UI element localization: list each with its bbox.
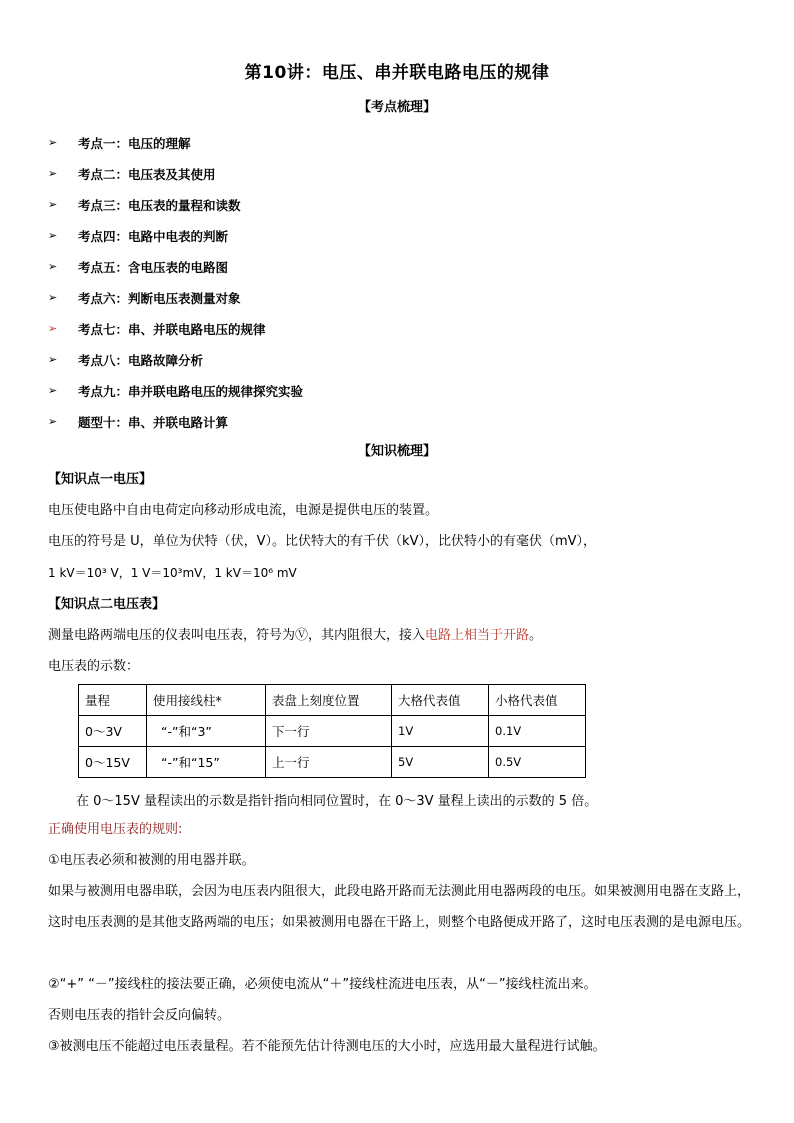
outline-item (48, 375, 748, 406)
table-row (79, 747, 586, 778)
rule-2-detail: 否则电压表的指针会反向偏转。 (48, 1008, 231, 1023)
outline-item (48, 406, 748, 437)
knowledge-heading: 【知识梳理】 (357, 444, 436, 459)
table-cell: “-”和“15” (147, 747, 266, 778)
outline-item (48, 127, 748, 158)
k2-paragraph-1 (48, 627, 542, 645)
k2-p1-end: 。 (529, 628, 543, 643)
arrow-bullet-icon: ➢ (48, 260, 58, 273)
table-header-row (79, 685, 586, 716)
table-header-cell: 表盘上刻度位置 (266, 685, 392, 716)
outline-item (48, 251, 748, 282)
outline-item-label: 考点五：含电压表的电路图 (78, 259, 229, 275)
page-title: 第10讲：电压、串并联电路电压的规律 (244, 63, 550, 83)
rule-2: ②“+” “－”接线柱的接法要正确，必须使电流从“＋”接线柱流进电压表，从“－”接线柱流出来。 (48, 977, 597, 992)
outline-item-label: 考点二：电压表及其使用 (78, 166, 216, 182)
table-cell: 5V (392, 747, 489, 778)
table-header-cell: 大格代表值 (392, 685, 489, 716)
k1-paragraph-3: 1 kV＝10³ V，1 V＝10³mV，1 kV＝10⁶ mV (48, 566, 297, 580)
arrow-bullet-icon: ➢ (48, 198, 58, 211)
outline-item-label: 考点七：串、并联电路电压的规律 (78, 321, 266, 337)
table-cell: 1V (392, 716, 489, 747)
table-row (79, 716, 586, 747)
outline-item-label: 考点四：电路中电表的判断 (78, 228, 229, 244)
outline-item (48, 158, 748, 189)
table-cell: 0.5V (489, 747, 586, 778)
outline-item-label: 考点三：电压表的量程和读数 (78, 197, 241, 213)
k2-paragraph-2: 电压表的示数： (48, 659, 140, 674)
table-cell: “-”和“3” (147, 716, 266, 747)
rules-heading: 正确使用电压表的规则: (48, 822, 183, 837)
outline-item (48, 344, 748, 375)
outline-item-label: 考点一：电压的理解 (78, 135, 191, 151)
arrow-bullet-icon: ➢ (48, 136, 58, 149)
arrow-bullet-icon: ➢ (48, 353, 58, 366)
table-header-cell: 量程 (79, 685, 147, 716)
arrow-bullet-icon: ➢ (48, 322, 58, 335)
rule-1: ①电压表必须和被测的用电器并联。 (48, 853, 255, 868)
arrow-bullet-icon: ➢ (48, 415, 58, 428)
outline-item (48, 220, 748, 251)
table-cell: 0～15V (79, 747, 147, 778)
voltmeter-range-table (78, 684, 586, 778)
outline-item (48, 189, 748, 220)
arrow-bullet-icon: ➢ (48, 291, 58, 304)
outline-list (48, 127, 748, 437)
table-cell: 0.1V (489, 716, 586, 747)
k2-p1-highlight: 电路上相当于开路 (425, 628, 530, 643)
rule-3: ③被测电压不能超过电压表量程。若不能预先估计待测电压的大小时，应选用最大量程进行试触。 (48, 1039, 606, 1054)
outline-heading: 【考点梳理】 (357, 100, 436, 115)
outline-item-label: 考点六：判断电压表测量对象 (78, 290, 241, 306)
outline-item-label: 考点八：电路故障分析 (78, 352, 204, 368)
outline-item (48, 282, 748, 313)
k1-heading: 【知识点一电压】 (48, 472, 153, 487)
k2-p1-text: 测量电路两端电压的仪表叫电压表，符号为Ⓥ，其内阻很大，接入 (48, 628, 426, 643)
arrow-bullet-icon: ➢ (48, 384, 58, 397)
table-cell: 0～3V (79, 716, 147, 747)
table-header-cell: 小格代表值 (489, 685, 586, 716)
arrow-bullet-icon: ➢ (48, 229, 58, 242)
k2-heading: 【知识点二电压表】 (48, 597, 166, 612)
k1-paragraph-2: 电压的符号是 U，单位为伏特（伏，V）。比伏特大的有千伏（kV），比伏特小的有毫伏（mV）， (48, 534, 597, 549)
table-cell: 上一行 (266, 747, 392, 778)
outline-item (48, 313, 748, 344)
rule-1-detail: 如果与被测用电器串联，会因为电压表内阻很大，此段电路开路而无法测此用电器两段的电压。如果被测用电器在支路上，这时电压表测的是其他支路两端的电压；如果被测用电器在干路上，则整个电路便成开路了，这时电压表测的是电源电压。 (48, 884, 751, 930)
range-note: 在 0～15V 量程读出的示数是指针指向相同位置时，在 0～3V 量程上读出的示数的 5 倍。 (76, 794, 598, 809)
table-header-cell: 使用接线柱* (147, 685, 266, 716)
k1-paragraph-1: 电压使电路中自由电荷定向移动形成电流，电源是提供电压的装置。 (48, 503, 439, 518)
arrow-bullet-icon: ➢ (48, 167, 58, 180)
table-cell: 下一行 (266, 716, 392, 747)
outline-item-label: 题型十：串、并联电路计算 (78, 414, 229, 430)
outline-item-label: 考点九：串并联电路电压的规律探究实验 (78, 383, 304, 399)
